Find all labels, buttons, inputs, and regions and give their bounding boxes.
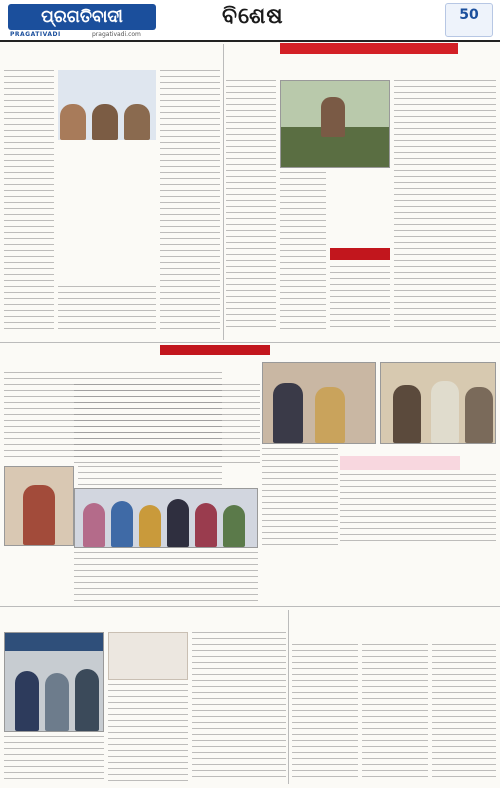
memorial-photo — [4, 632, 104, 732]
person-silhouette — [23, 485, 55, 545]
ceremony-photo-2 — [380, 362, 496, 444]
person-silhouette — [15, 671, 39, 731]
drugs-photo — [4, 466, 74, 546]
vote-theft-subhead — [58, 190, 156, 230]
ceremony-photo-1 — [262, 362, 376, 444]
person-silhouette — [195, 503, 217, 547]
person-silhouette — [315, 387, 345, 443]
website-url[interactable]: pragativadi.com — [92, 31, 141, 38]
biswa-kicker-banner — [280, 43, 458, 54]
cattle-body — [74, 552, 258, 602]
section-divider — [0, 606, 500, 607]
person-silhouette — [431, 381, 459, 443]
biswa-column-3 — [394, 80, 496, 330]
newspaper-logo[interactable]: ପ୍ରଗତିବାଦୀ — [8, 4, 156, 30]
bhubaneswar-kicker-box — [160, 345, 270, 355]
logo-tagline: PRAGATIVADI — [10, 31, 61, 38]
biswa-column-1 — [226, 80, 276, 330]
vote-theft-quote — [58, 144, 156, 184]
odisha-body — [292, 644, 358, 782]
cattle-photo — [74, 488, 258, 548]
column-divider — [288, 610, 289, 784]
column-divider — [223, 44, 224, 340]
person-silhouette — [83, 503, 105, 547]
biswa-column-2b — [330, 266, 390, 330]
biswa-photo — [280, 80, 390, 168]
masthead — [0, 0, 500, 40]
person-silhouette — [393, 385, 421, 443]
person-silhouette — [75, 669, 99, 731]
biswa-subhead-block — [330, 176, 390, 262]
sakhigopal-box — [340, 456, 460, 470]
biswa-column-2 — [280, 172, 326, 330]
memorial-caption — [108, 632, 188, 680]
memorial-body-3 — [4, 736, 104, 782]
biswa-label — [330, 248, 390, 260]
odisha-headline[interactable] — [292, 610, 496, 640]
section-divider — [0, 342, 500, 343]
masthead-rule — [0, 40, 500, 42]
person-silhouette — [139, 505, 161, 547]
bhubaneswar-body — [74, 384, 260, 464]
leader-photo-3 — [124, 104, 150, 140]
bhubaneswar-headline[interactable] — [74, 358, 260, 380]
vote-theft-column-1 — [4, 70, 54, 330]
memorial-body-2 — [192, 632, 286, 782]
memorial-headline[interactable] — [4, 610, 284, 628]
person-silhouette — [45, 673, 69, 731]
person-silhouette — [111, 501, 133, 547]
odisha-body-3 — [432, 644, 496, 782]
sakhigopal-body-2 — [340, 474, 496, 546]
person-silhouette — [223, 505, 245, 547]
section-title: ବିଶେଷ — [222, 4, 284, 29]
person-silhouette — [167, 499, 189, 547]
memorial-banner — [5, 633, 104, 651]
memorial-body — [108, 684, 188, 782]
odisha-body-2 — [362, 644, 428, 782]
person-silhouette — [321, 97, 345, 137]
vote-theft-headline[interactable] — [4, 44, 222, 66]
leader-photo-2 — [92, 104, 118, 140]
vote-theft-body-2 — [160, 70, 220, 330]
sakhigopal-headline[interactable] — [262, 346, 496, 360]
biswa-subhead-1 — [330, 176, 390, 212]
biswa-headline[interactable] — [226, 56, 496, 78]
leaders-photo-strip — [58, 70, 156, 140]
person-silhouette — [465, 387, 493, 443]
anniversary-emblem — [445, 3, 493, 37]
vote-theft-kicker — [58, 236, 156, 280]
leader-photo-1 — [60, 104, 86, 140]
emblem-number: 50 — [459, 7, 479, 23]
cattle-headline[interactable] — [74, 470, 258, 484]
person-silhouette — [273, 383, 303, 443]
biswa-subhead-2 — [330, 216, 390, 242]
sakhigopal-body — [262, 448, 338, 546]
vote-theft-body-1 — [58, 286, 156, 330]
